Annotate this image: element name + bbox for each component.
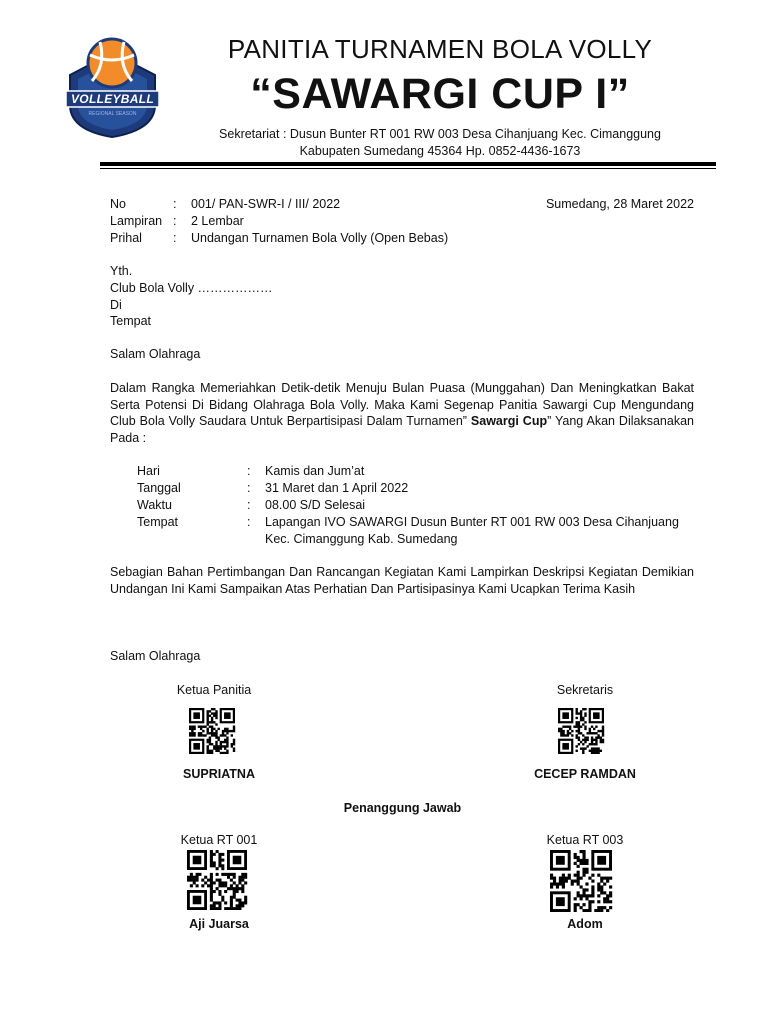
recipient-club: Club Bola Volly ………………: [110, 281, 273, 295]
address-line-2: Kabupaten Sumedang 45364 Hp. 0852-4436-1673: [299, 144, 581, 158]
detail-colon: :: [247, 515, 251, 529]
detail-label-tempat: Tempat: [137, 515, 178, 529]
lampiran-colon: :: [173, 214, 177, 228]
committee-title: PANITIA TURNAMEN BOLA VOLLY: [227, 34, 653, 64]
logo-small-text: REGIONAL SEASON: [88, 111, 137, 117]
letter-date: Sumedang, 28 Maret 2022: [545, 197, 694, 211]
ketua-name: SUPRIATNA: [183, 767, 255, 781]
no-label: No: [110, 197, 126, 211]
no-colon: :: [173, 197, 177, 211]
qr-code-rt003: [550, 850, 618, 912]
address-line-1: Sekretariat : Dusun Bunter RT 001 RW 003 Desa Cihanjuang Kec. Cimanggung: [219, 127, 661, 141]
ketua-role: Ketua Panitia: [176, 683, 252, 697]
recipient-yth: Yth.: [110, 264, 133, 278]
detail-colon: :: [247, 498, 251, 512]
event-title: “SAWARGI CUP I”: [250, 70, 630, 118]
closing-greeting: Salam Olahraga: [110, 649, 201, 663]
body-paragraph-2: Sebagian Bahan Pertimbangan Dan Rancangan Kegiatan Kami Lampirkan Deskripsi Kegiatan Demikian Undangan Ini Kami Sampaikan Atas Perhatian Dan Partisipasinya Kami Ucapkan Terima Kasih: [110, 565, 694, 596]
paragraph-1-text: Dalam Rangka Memeriahkan Detik-detik Menuju Bulan Puasa (Munggahan) Dan Meningkatkan Bakat Serta Potensi Di Bidang Olahraga Bola Volly. Maka Kami Segenap Panitia Sawargi Cup Mengundang Club Bola Volly Saudara Untuk Berpartisipasi Dalam Turnamen”: [110, 381, 694, 428]
rt001-role: Ketua RT 001: [180, 833, 258, 847]
detail-value-tempat: Lapangan IVO SAWARGI Dusun Bunter RT 001 RW 003 Desa Cihanjuang Kec. Cimanggung Kab. Sumedang: [265, 515, 679, 546]
prihal-colon: :: [173, 231, 177, 245]
recipient-di: Di: [110, 298, 122, 312]
qr-code-sekretaris: [558, 708, 608, 754]
header-rule-thick: [100, 162, 716, 166]
qr-code-ketua: [189, 708, 239, 754]
paragraph-1-end: ” Yang Akan Dilaksanakan Pada :: [110, 414, 694, 445]
penanggung-jawab-title: Penanggung Jawab: [343, 801, 462, 815]
header-rule-thin: [100, 168, 716, 169]
detail-label-waktu: Waktu: [137, 498, 172, 512]
detail-colon: :: [247, 481, 251, 495]
prihal-label: Prihal: [110, 231, 142, 245]
detail-value-tanggal: 31 Maret dan 1 April 2022: [265, 481, 409, 495]
logo-text: VOLLEYBALL: [71, 92, 154, 106]
detail-value-hari: Kamis dan Jum’at: [265, 464, 365, 478]
qr-code-rt001: [187, 850, 250, 910]
rt003-name: Adom: [567, 917, 603, 931]
recipient-tempat: Tempat: [110, 314, 151, 328]
body-paragraph-1: [110, 380, 694, 446]
rt003-role: Ketua RT 003: [546, 833, 624, 847]
greeting: Salam Olahraga: [110, 347, 201, 361]
detail-colon: :: [247, 464, 251, 478]
lampiran-label: Lampiran: [110, 214, 163, 228]
detail-value-waktu: 08.00 S/D Selesai: [265, 498, 366, 512]
detail-label-hari: Hari: [137, 464, 160, 478]
rt001-name: Aji Juarsa: [189, 917, 249, 931]
volleyball-logo: [60, 35, 165, 140]
lampiran-value: 2 Lembar: [191, 214, 244, 228]
prihal-value: Undangan Turnamen Bola Volly (Open Bebas): [191, 231, 449, 245]
event-name-bold: Sawargi Cup: [470, 414, 548, 428]
sekretaris-name: CECEP RAMDAN: [534, 767, 636, 781]
volleyball-shield-icon: [60, 35, 165, 140]
no-value: 001/ PAN-SWR-I / III/ 2022: [191, 197, 341, 211]
sekretaris-role: Sekretaris: [556, 683, 614, 697]
detail-label-tanggal: Tanggal: [137, 481, 181, 495]
